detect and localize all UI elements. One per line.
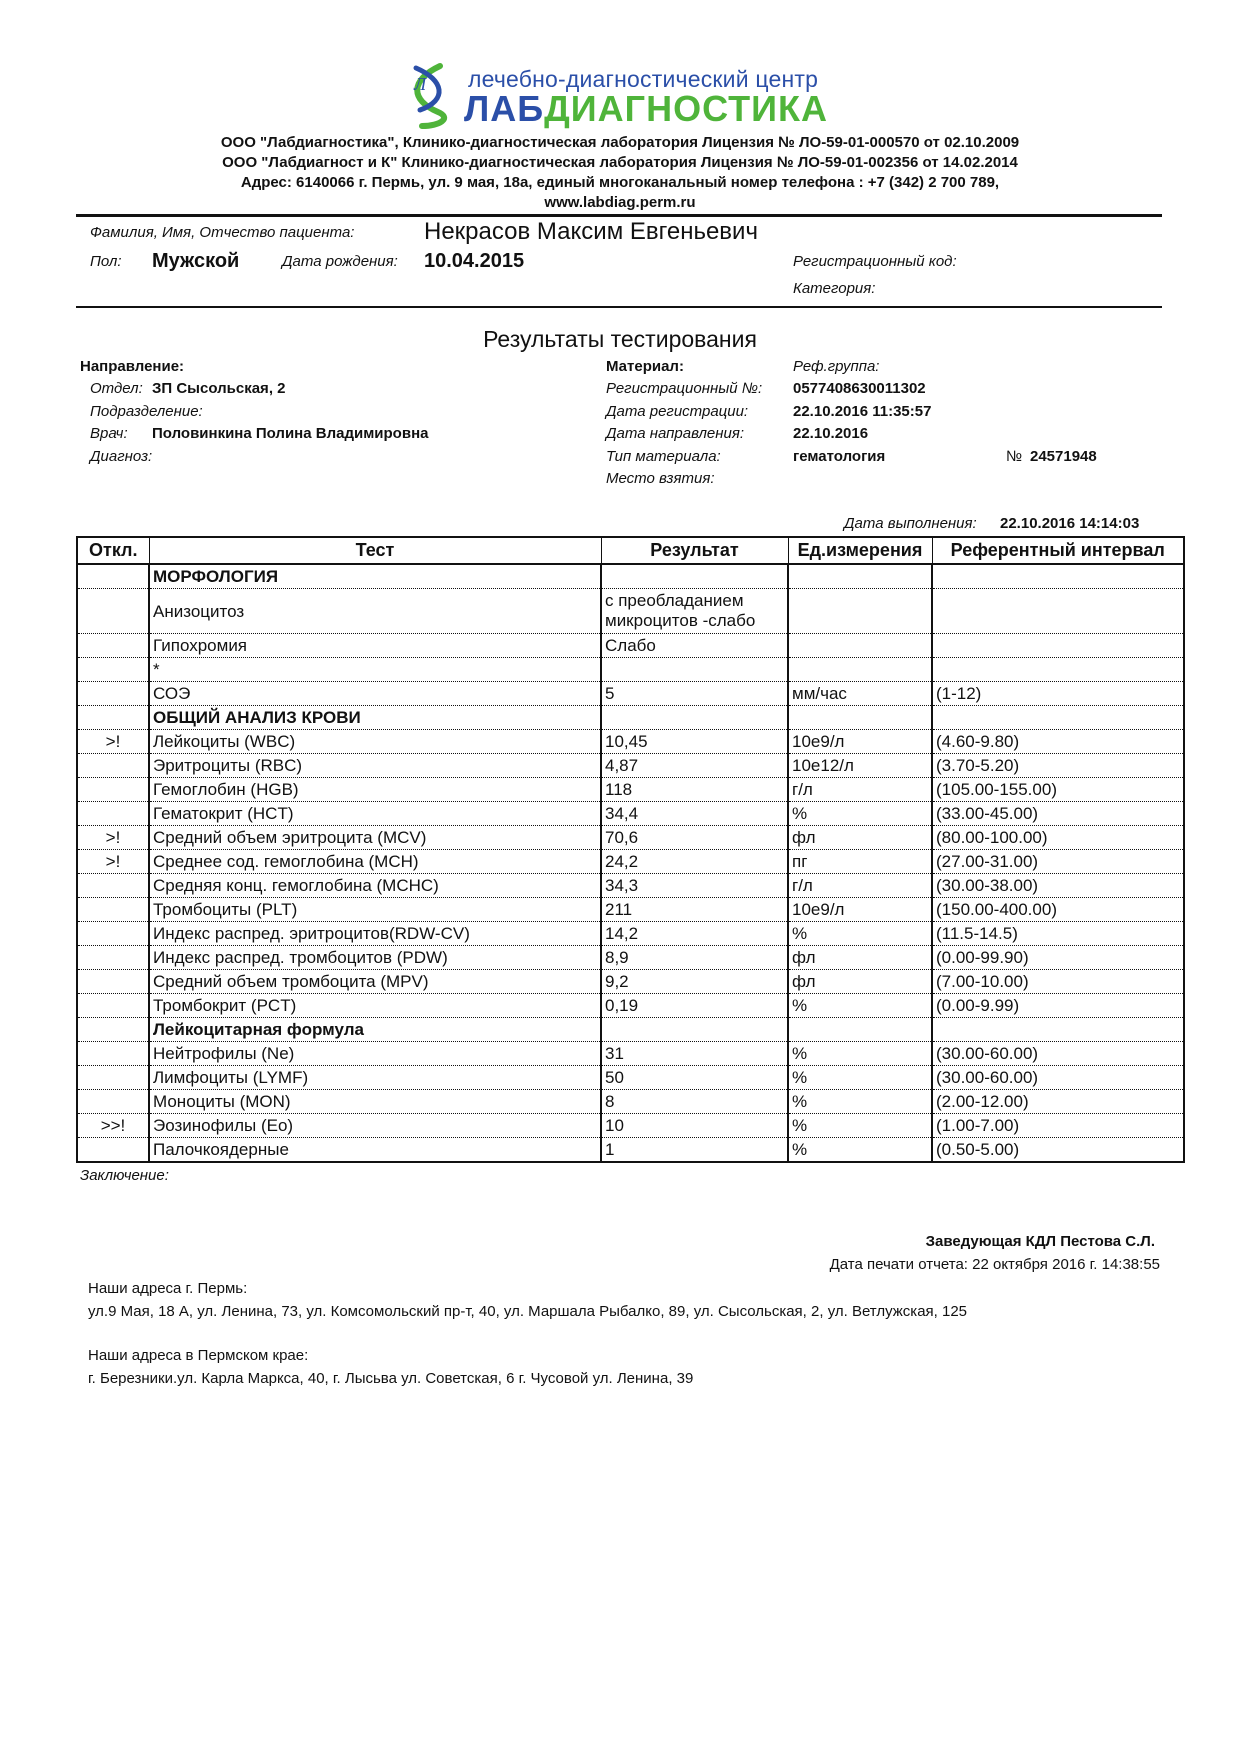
deviation-flag [77, 1066, 149, 1090]
lab-license-info [80, 133, 1160, 213]
reference-interval [932, 658, 1184, 682]
deviation-flag [77, 658, 149, 682]
deviation-flag [77, 802, 149, 826]
test-name: Лейкоцитарная формула [149, 1018, 601, 1042]
test-result [601, 706, 788, 730]
result-row [77, 826, 1184, 850]
sex-label: Пол: [90, 253, 122, 270]
test-unit: мм/час [788, 682, 932, 706]
patient-divider [76, 306, 1162, 308]
reference-interval [932, 634, 1184, 658]
test-name: Среднее сод. гемоглобина (MCH) [149, 850, 601, 874]
test-name: Лимфоциты (LYMF) [149, 1066, 601, 1090]
deviation-flag [77, 634, 149, 658]
reference-interval: (30.00-38.00) [932, 874, 1184, 898]
test-result: 211 [601, 898, 788, 922]
sample-place-label: Место взятия: [606, 470, 715, 487]
results-body [77, 564, 1184, 1162]
test-result: 34,3 [601, 874, 788, 898]
test-name: Лейкоциты (WBC) [149, 730, 601, 754]
doctor-label: Врач: [90, 425, 128, 442]
test-unit: % [788, 1138, 932, 1163]
page-title: Результаты тестирования [483, 326, 757, 352]
test-unit: фл [788, 970, 932, 994]
reference-interval: (0.00-99.90) [932, 946, 1184, 970]
reference-interval: (150.00-400.00) [932, 898, 1184, 922]
section-row [77, 1018, 1184, 1042]
test-unit: % [788, 1090, 932, 1114]
reference-interval [932, 706, 1184, 730]
result-row [77, 898, 1184, 922]
deviation-flag [77, 1090, 149, 1114]
test-unit: % [788, 1042, 932, 1066]
deviation-flag [77, 1042, 149, 1066]
test-result: 8,9 [601, 946, 788, 970]
lab-line-3: Адрес: 6140066 г. Пермь, ул. 9 мая, 18а, единый многоканальный номер телефона : +7 (342) 2 700 789, [240, 174, 1000, 191]
deviation-flag [77, 898, 149, 922]
direction-label: Направление: [80, 358, 185, 375]
test-unit: % [788, 994, 932, 1018]
deviation-flag [77, 589, 149, 634]
test-result: 70,6 [601, 826, 788, 850]
test-result: 31 [601, 1042, 788, 1066]
results-header-row [77, 537, 1184, 564]
test-result: 5 [601, 682, 788, 706]
patient-name: Некрасов Максим Евгеньевич [424, 218, 758, 245]
lab-line-2: ООО "Лабдиагност и К" Клинико-диагностическая лаборатория Лицензия № ЛО-59-01-002356 от 14.02.2014 [222, 154, 1018, 171]
test-name: МОРФОЛОГИЯ [149, 564, 601, 589]
head-signature: Заведующая КДЛ Пестова С.Л. [925, 1233, 1155, 1250]
test-result: 14,2 [601, 922, 788, 946]
test-unit: 10е9/л [788, 730, 932, 754]
test-result: 4,87 [601, 754, 788, 778]
test-unit: фл [788, 946, 932, 970]
test-result [601, 658, 788, 682]
result-row [77, 754, 1184, 778]
reference-interval: (105.00-155.00) [932, 778, 1184, 802]
reference-interval: (1-12) [932, 682, 1184, 706]
test-result: 8 [601, 1090, 788, 1114]
test-name: Тромбоциты (PLT) [149, 898, 601, 922]
section-row [77, 706, 1184, 730]
logo-title-part-1: ЛАБ [464, 88, 545, 129]
test-name: Моноциты (MON) [149, 1090, 601, 1114]
col-header-test: Тест [149, 537, 601, 564]
deviation-flag: >>! [77, 1114, 149, 1138]
reference-interval: (7.00-10.00) [932, 970, 1184, 994]
result-row [77, 1066, 1184, 1090]
deviation-flag: >! [77, 850, 149, 874]
test-unit: % [788, 922, 932, 946]
result-row [77, 970, 1184, 994]
test-unit: г/л [788, 874, 932, 898]
material-type-label: Тип материала: [606, 448, 721, 465]
reg-no-label: Регистрационный №: [606, 380, 763, 397]
test-unit: 10е9/л [788, 898, 932, 922]
col-header-result: Результат [601, 537, 788, 564]
logo-subtitle: лечебно-диагностический центр [468, 66, 819, 92]
deviation-flag [77, 946, 149, 970]
ref-group-label: Реф.группа: [793, 358, 880, 375]
test-name: * [149, 658, 601, 682]
test-unit [788, 564, 932, 589]
test-unit [788, 589, 932, 634]
test-name: Средняя конц. гемоглобина (MCHC) [149, 874, 601, 898]
reference-interval: (0.50-5.00) [932, 1138, 1184, 1163]
conclusion-label: Заключение: [80, 1167, 169, 1184]
reference-interval: (0.00-9.99) [932, 994, 1184, 1018]
clinic-logo [400, 60, 900, 130]
test-unit: % [788, 802, 932, 826]
test-name: Индекс распред. тромбоцитов (PDW) [149, 946, 601, 970]
deviation-flag [77, 778, 149, 802]
test-unit [788, 658, 932, 682]
reg-code-label: Регистрационный код: [793, 253, 957, 270]
reference-interval: (4.60-9.80) [932, 730, 1184, 754]
test-name: ОБЩИЙ АНАЛИЗ КРОВИ [149, 706, 601, 730]
test-result: 118 [601, 778, 788, 802]
patient-dob: 10.04.2015 [424, 250, 525, 272]
test-name: СОЭ [149, 682, 601, 706]
patient-name-label: Фамилия, Имя, Отчество пациента: [90, 224, 355, 241]
done-date-value: 22.10.2016 14:14:03 [1000, 515, 1140, 532]
dept-value: ЗП Сысольская, 2 [152, 380, 286, 397]
dept-label: Отдел: [90, 380, 143, 397]
deviation-flag: >! [77, 730, 149, 754]
logo-title-part-2: ДИАГНОСТИКА [544, 88, 829, 129]
test-result: 50 [601, 1066, 788, 1090]
result-row [77, 874, 1184, 898]
result-row [77, 1090, 1184, 1114]
test-name: Палочкоядерные [149, 1138, 601, 1163]
dir-date-label: Дата направления: [606, 425, 745, 442]
logo-mark-letter: Л [414, 74, 427, 94]
reg-date-value: 22.10.2016 11:35:57 [793, 403, 932, 420]
test-name: Средний объем эритроцита (MCV) [149, 826, 601, 850]
category-label: Категория: [793, 280, 876, 297]
deviation-flag [77, 1018, 149, 1042]
results-table [76, 536, 1185, 1163]
test-name: Эритроциты (RBC) [149, 754, 601, 778]
print-date: Дата печати отчета: 22 октября 2016 г. 14:38:55 [829, 1256, 1160, 1273]
reference-interval: (33.00-45.00) [932, 802, 1184, 826]
perm-addresses-title: Наши адреса г. Пермь: [88, 1280, 248, 1297]
test-name: Эозинофилы (Eo) [149, 1114, 601, 1138]
result-row [77, 850, 1184, 874]
region-addresses-title: Наши адреса в Пермском крае: [88, 1347, 309, 1364]
test-result: 9,2 [601, 970, 788, 994]
doctor-value: Половинкина Полина Владимировна [152, 425, 429, 442]
reg-no-value: 0577408630011302 [793, 380, 926, 397]
reference-interval [932, 564, 1184, 589]
section-row [77, 564, 1184, 589]
reference-interval: (30.00-60.00) [932, 1066, 1184, 1090]
number-label: № [1006, 448, 1023, 465]
result-row [77, 1114, 1184, 1138]
deviation-flag [77, 706, 149, 730]
result-row [77, 682, 1184, 706]
result-row [77, 589, 1184, 634]
test-name: Анизоцитоз [149, 589, 601, 634]
test-name: Индекс распред. эритроцитов(RDW-CV) [149, 922, 601, 946]
deviation-flag [77, 682, 149, 706]
deviation-flag [77, 922, 149, 946]
result-row [77, 634, 1184, 658]
test-result: Слабо [601, 634, 788, 658]
test-result: 24,2 [601, 850, 788, 874]
test-name: Гипохромия [149, 634, 601, 658]
test-result: 0,19 [601, 994, 788, 1018]
reference-interval: (30.00-60.00) [932, 1042, 1184, 1066]
test-result: 10 [601, 1114, 788, 1138]
result-row [77, 730, 1184, 754]
deviation-flag: >! [77, 826, 149, 850]
col-header-ref: Референтный интервал [932, 537, 1184, 564]
deviation-flag [77, 994, 149, 1018]
test-result [601, 564, 788, 589]
header-divider [76, 214, 1162, 217]
result-row [77, 1042, 1184, 1066]
col-header-flag: Откл. [77, 537, 149, 564]
test-unit [788, 1018, 932, 1042]
result-row [77, 922, 1184, 946]
reg-date-label: Дата регистрации: [606, 403, 749, 420]
perm-addresses: ул.9 Мая, 18 А, ул. Ленина, 73, ул. Комсомольский пр-т, 40, ул. Маршала Рыбалко, 89, ул. Сысольская, 2, ул. Ветлужская, 125 [88, 1303, 968, 1320]
test-unit [788, 634, 932, 658]
result-row [77, 1138, 1184, 1163]
dob-label: Дата рождения: [282, 253, 398, 270]
result-row [77, 994, 1184, 1018]
deviation-flag [77, 1138, 149, 1163]
test-unit: г/л [788, 778, 932, 802]
dir-date-value: 22.10.2016 [793, 425, 869, 442]
material-label: Материал: [606, 358, 684, 375]
reference-interval [932, 1018, 1184, 1042]
test-result: 1 [601, 1138, 788, 1163]
reference-interval: (2.00-12.00) [932, 1090, 1184, 1114]
done-date-label: Дата выполнения: [844, 515, 977, 532]
deviation-flag [77, 754, 149, 778]
test-name: Тромбокрит (PCT) [149, 994, 601, 1018]
test-name: Нейтрофилы (Ne) [149, 1042, 601, 1066]
result-row [77, 946, 1184, 970]
logo-helix-icon [400, 60, 460, 130]
lab-website: www.labdiag.perm.ru [544, 194, 696, 211]
test-unit: фл [788, 826, 932, 850]
logo-title [464, 88, 828, 130]
test-result: 34,4 [601, 802, 788, 826]
deviation-flag [77, 564, 149, 589]
reference-interval: (3.70-5.20) [932, 754, 1184, 778]
test-result: 10,45 [601, 730, 788, 754]
diagnosis-label: Диагноз: [90, 448, 153, 465]
patient-sex: Мужской [152, 250, 240, 272]
reference-interval: (27.00-31.00) [932, 850, 1184, 874]
test-result: с преобладанием микроцитов -слабо [601, 589, 788, 634]
col-header-unit: Ед.измерения [788, 537, 932, 564]
reference-interval [932, 589, 1184, 634]
test-result [601, 1018, 788, 1042]
result-row [77, 778, 1184, 802]
reference-interval: (1.00-7.00) [932, 1114, 1184, 1138]
test-name: Средний объем тромбоцита (MPV) [149, 970, 601, 994]
reference-interval: (80.00-100.00) [932, 826, 1184, 850]
deviation-flag [77, 970, 149, 994]
number-value: 24571948 [1030, 448, 1097, 465]
region-addresses: г. Березники.ул. Карла Маркса, 40, г. Лысьва ул. Советская, 6 г. Чусовой ул. Ленина, 39 [88, 1370, 694, 1387]
result-row [77, 802, 1184, 826]
result-row [77, 658, 1184, 682]
test-name: Гематокрит (HCT) [149, 802, 601, 826]
lab-line-1: ООО "Лабдиагностика", Клинико-диагностическая лаборатория Лицензия № ЛО-59-01-000570 от 02.10.2009 [220, 134, 1020, 151]
test-unit: 10е12/л [788, 754, 932, 778]
test-name: Гемоглобин (HGB) [149, 778, 601, 802]
test-unit: % [788, 1066, 932, 1090]
test-unit: % [788, 1114, 932, 1138]
subdivision-label: Подразделение: [90, 403, 203, 420]
reference-interval: (11.5-14.5) [932, 922, 1184, 946]
material-type-value: гематология [793, 448, 886, 465]
test-unit [788, 706, 932, 730]
test-unit: пг [788, 850, 932, 874]
deviation-flag [77, 874, 149, 898]
